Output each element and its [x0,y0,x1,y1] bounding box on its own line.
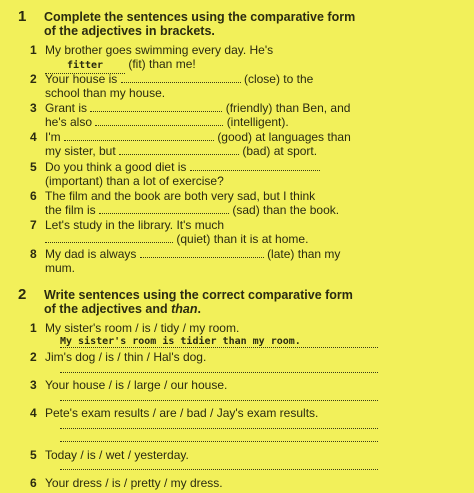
s1-item-3-cont: he's also (intelligent). [45,115,289,129]
s1-item-8-cont: mum. [45,261,75,275]
s1-item-4: 4 I'm (good) at languages than [30,130,351,144]
s1-item-7-cont: (quiet) than it is at home. [45,232,308,246]
s2-item-6: 6 Your dress / is / pretty / my dress. [30,476,223,490]
s1-item-7: 7 Let's study in the library. It's much [30,218,225,232]
s2-item-4-answer-line-2[interactable] [60,441,378,442]
s2-item-2: 2 Jim's dog / is / thin / Hal's dog. [30,350,207,364]
s1-item-3-blank-2[interactable] [95,115,223,126]
s2-item-3-answer-line[interactable] [60,400,378,401]
s2-item-1-answer[interactable]: My sister's room is tidier than my room. [60,336,301,347]
s1-item-1-answer[interactable]: fitter [45,59,125,74]
s1-item-3: 3 Grant is (friendly) than Ben, and [30,101,351,115]
s1-item-5-cont: (important) than a lot of exercise? [45,174,224,188]
section-1-number: 1 [18,8,27,25]
s1-item-2-blank[interactable] [121,72,241,83]
s1-item-2: 2 Your house is (close) to the [30,72,314,86]
s1-item-3-blank-1[interactable] [90,101,222,112]
section-2-title: Write sentences using the correct comparative form of the adjectives and than. [44,288,353,316]
s1-item-4-blank-2[interactable] [119,144,239,155]
section-2-number: 2 [18,286,27,303]
s1-item-2-cont: school than my house. [45,86,166,100]
s2-item-5-answer-line[interactable] [60,469,378,470]
s1-item-8-blank[interactable] [140,247,264,258]
s2-item-4-answer-line-1[interactable] [60,428,378,429]
s1-item-8: 8 My dad is always (late) than my [30,247,341,261]
s1-item-1: 1 My brother goes swimming every day. He's [30,43,274,57]
s2-item-1: 1 My sister's room / is / tidy / my room. [30,321,240,335]
s1-item-1-cont: fitter (fit) than me! [45,57,196,74]
s1-item-4-blank-1[interactable] [64,130,214,141]
s2-item-5: 5 Today / is / wet / yesterday. [30,448,189,462]
s2-item-3: 3 Your house / is / large / our house. [30,378,228,392]
section-1-title: Complete the sentences using the comparative form of the adjectives in brackets. [44,10,356,38]
s1-item-5: 5 Do you think a good diet is [45,160,320,174]
s2-item-4: 4 Pete's exam results / are / bad / Jay's exam results. [30,406,319,420]
s2-item-2-answer-line[interactable] [60,372,378,373]
s1-item-6: 6 The film and the book are both very sad, but I think [30,189,316,203]
s1-item-5-blank[interactable] [190,160,320,171]
s2-item-1-answer-line [60,347,378,348]
s1-item-4-cont: my sister, but (bad) at sport. [45,144,318,158]
s1-item-6-cont: the film is (sad) than the book. [45,203,340,217]
s1-item-7-blank[interactable] [45,232,173,243]
s1-item-6-blank[interactable] [99,203,229,214]
